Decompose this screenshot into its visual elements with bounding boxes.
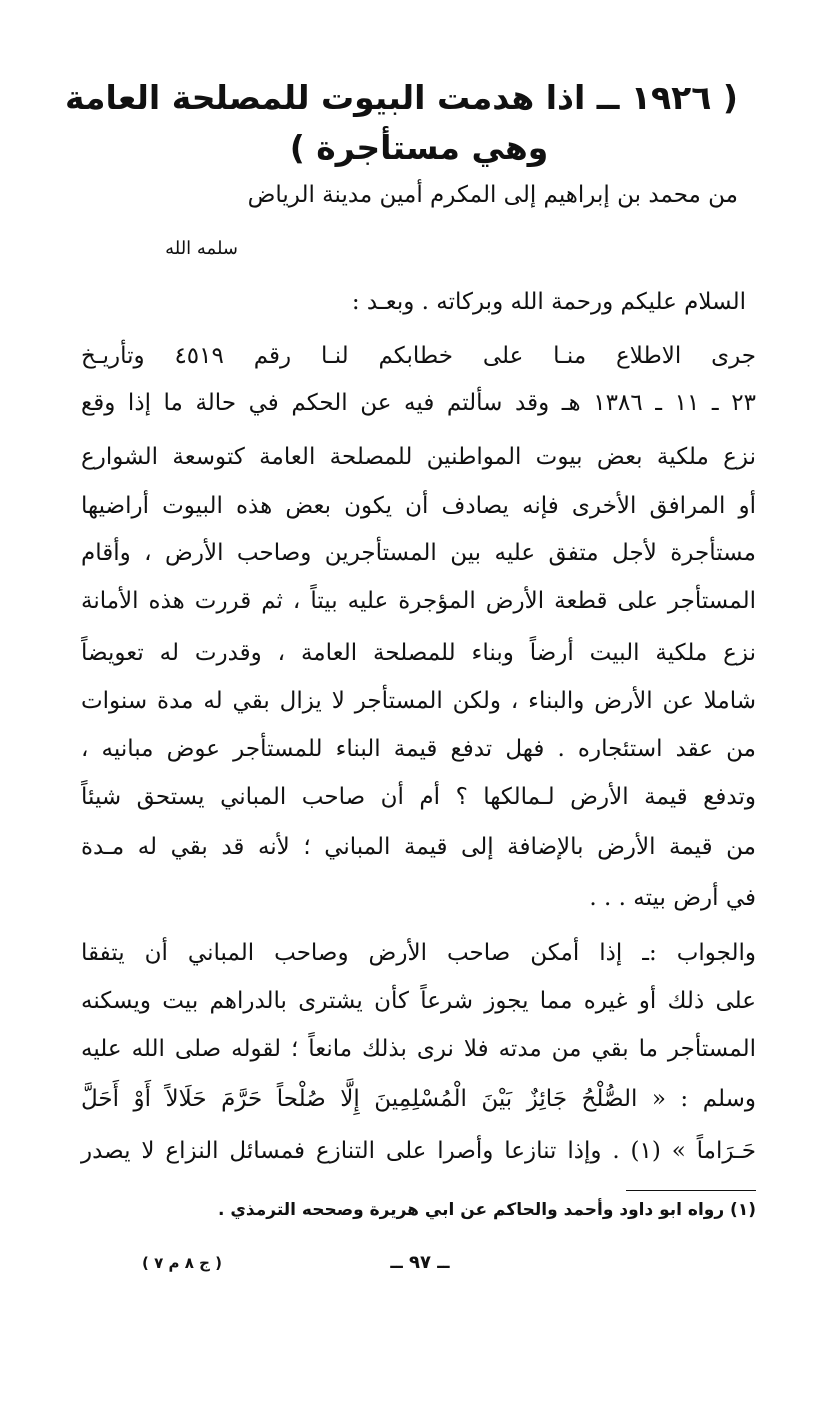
question-line: نزع ملكية البيت أرضاً وبناء للمصلحة العامة ، وقدرت له تعويضاً — [81, 640, 756, 666]
fatwa-title-line-1: ( ١٩٢٦ ــ اذا هدمت البيوت للمصلحة العامة — [65, 78, 738, 117]
volume-reference: ( ج ٨ م ٧ ) — [142, 1254, 222, 1272]
question-line: أو المرافق الأخرى فإنه يصادف أن يكون بعض هذه البيوت أراضيها — [81, 493, 756, 519]
greeting-line: السلام عليكم ورحمة الله وبركاته . وبعـد : — [351, 289, 746, 315]
fatwa-title-line-2: وهي مستأجرة ) — [289, 128, 549, 167]
page-number: ــ ٩٧ ــ — [390, 1252, 450, 1273]
blessing-text: سلمه الله — [165, 238, 238, 259]
question-line: من قيمة الأرض بالإضافة إلى قيمة المباني ؛ لأنه قد بقي له مـدة — [81, 834, 756, 860]
footnote-divider — [626, 1190, 756, 1191]
question-line: ٢٣ ـ ١١ ـ ١٣٨٦ هـ وقد سألتم فيه عن الحكم في حالة ما إذا وقع — [81, 390, 756, 416]
sender-recipient-line: من محمد بن إبراهيم إلى المكرم أمين مدينة الرياض — [247, 182, 738, 208]
answer-line: المستأجر ما بقي من مدته فلا نرى بذلك مانعاً ؛ لقوله صلى الله عليه — [81, 1036, 756, 1062]
question-line: نزع ملكية بعض بيوت المواطنين للمصلحة العامة كتوسعة الشوارع — [81, 444, 756, 470]
answer-line: والجواب :ـ إذا أمكن صاحب الأرض وصاحب المباني أن يتفقا — [81, 940, 756, 966]
question-line: المستأجر على قطعة الأرض المؤجرة عليه بيتاً ، ثم قررت هذه الأمانة — [81, 588, 756, 614]
question-line: في أرض بيته . . . — [589, 885, 756, 911]
question-line: مستأجرة لأجل متفق عليه بين المستأجرين وصاحب الأرض ، وأقام — [81, 540, 756, 566]
answer-line: حَـرَاماً » (١) . وإذا تنازعا وأصرا على التنازع فمسائل النزاع لا يصدر — [81, 1138, 756, 1164]
answer-line: وسلم : « الصُّلْحُ جَائِزٌ بَيْنَ الْمُسْلِمِينَ إِلَّا صُلْحاً حَرَّمَ حَلَالاً أَوْ أَحَلَّ — [81, 1086, 756, 1112]
question-line: شاملا عن الأرض والبناء ، ولكن المستأجر لا يزال بقي له مدة سنوات — [81, 688, 756, 714]
answer-line: على ذلك أو غيره مما يجوز شرعاً كأن يشترى بالدراهم بيت ويسكنه — [81, 988, 756, 1014]
question-line: جرى الاطلاع منـا على خطابكم لنـا رقم ٤٥١٩ وتأريـخ — [81, 343, 757, 369]
question-line: من عقد استئجاره . فهل تدفع قيمة البناء للمستأجر عوض مبانيه ، — [81, 736, 756, 762]
footnote-text: (١) رواه ابو داود وأحمد والحاكم عن ابي هريرة وصححه الترمذي . — [217, 1200, 756, 1220]
question-line: وتدفع قيمة الأرض لـمالكها ؟ أم أن صاحب المباني يستحق شيئاً — [81, 784, 756, 810]
